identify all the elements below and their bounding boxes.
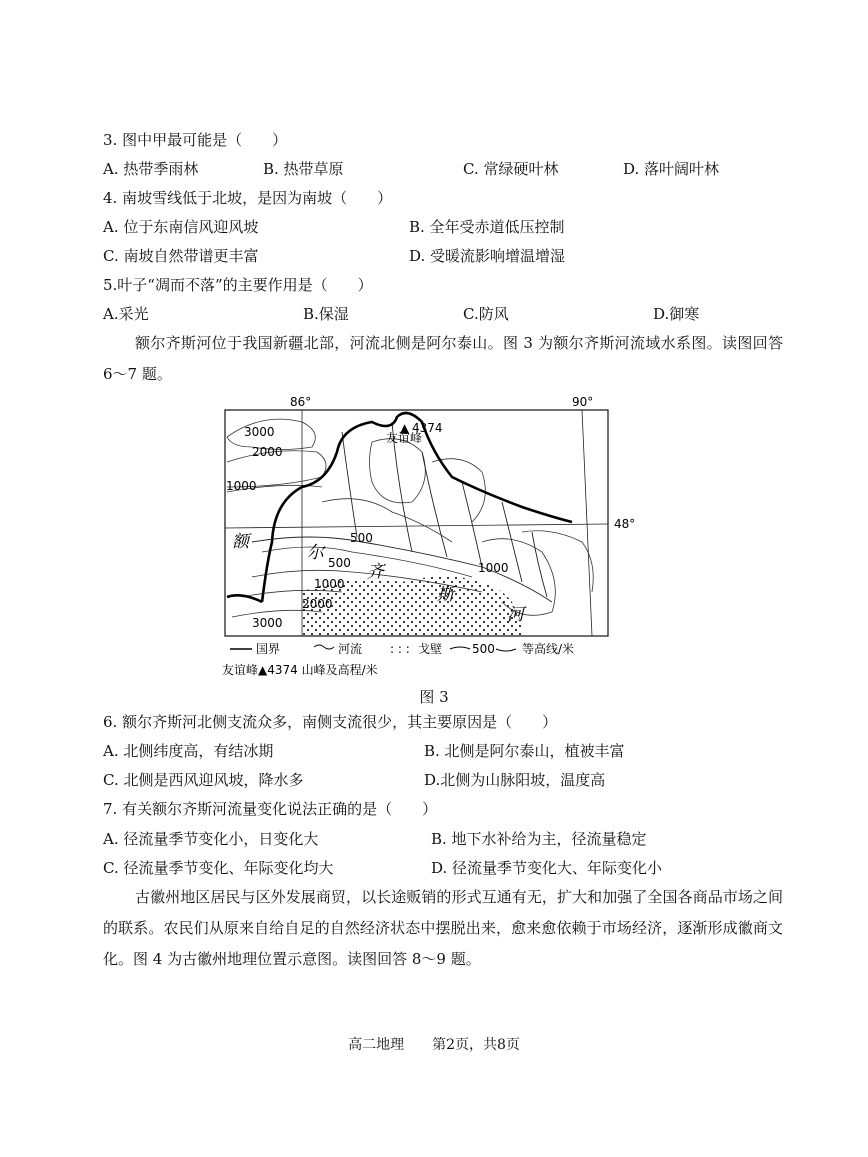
peak-name-label: 友谊峰 xyxy=(386,431,423,445)
page-footer: 高二地理 第2页，共8页 xyxy=(348,1037,520,1053)
q4-option-b: B. 全年受赤道低压控制 xyxy=(409,218,565,236)
q5-option-b: B.保湿 xyxy=(303,305,349,323)
meridian-90 xyxy=(582,410,592,636)
river-char: 斯 xyxy=(437,585,454,605)
contour-label: 2000 xyxy=(302,597,333,611)
contour-label: 1000 xyxy=(226,479,257,493)
river-basin-map xyxy=(222,392,642,688)
q4-stem: 4. 南坡雪线低于北坡，是因为南坡（ ） xyxy=(103,189,393,207)
legend-contour-symbol xyxy=(450,647,470,649)
peak-elev-label: 4374 xyxy=(412,421,443,435)
figure-caption: 图 3 xyxy=(419,688,449,706)
river-char: 尔 xyxy=(307,543,324,563)
q6-option-d: D.北侧为山脉阳坡，温度高 xyxy=(424,771,606,789)
q3-stem: 3. 图中甲最可能是（ ） xyxy=(103,131,288,149)
intro-6-7: 额尔齐斯河位于我国新疆北部，河流北侧是阿尔泰山。图 3 为额尔齐斯河流域水系图。读图回答 6～7 题。 xyxy=(103,334,783,383)
contour-label: 500 xyxy=(350,531,373,545)
contour-label: 1000 xyxy=(478,561,509,575)
lat-48-label: 48° xyxy=(614,517,636,531)
legend-river-symbol xyxy=(314,645,334,649)
peak-marker-icon: ▲ xyxy=(400,421,410,435)
contour-label: 3000 xyxy=(244,425,275,439)
contour-label: 3000 xyxy=(252,616,283,630)
q7-option-b: B. 地下水补给为主，径流量稳定 xyxy=(431,830,647,848)
contour-label: 2000 xyxy=(252,445,283,459)
legend-peak-label: 友谊峰▲4374 山峰及高程/米 xyxy=(222,663,378,677)
legend-gobi-symbol: : : : xyxy=(390,642,410,656)
river-char: 齐 xyxy=(367,562,384,582)
q4-option-a: A. 位于东南信风迎风坡 xyxy=(103,218,259,236)
intro-8-9: 古徽州地区居民与区外发展商贸，以长途贩销的形式互通有无，扩大和加强了全国各商品市场之间的联系。农民们从原来自给自足的自然经济状态中摆脱出来，愈来愈依赖于市场经济，逐渐形成徽商文化。图 4 为古徽州地理位置示意图。读图回答 8～9 题。 xyxy=(103,888,783,968)
q7-stem: 7. 有关额尔齐斯河流量变化说法正确的是（ ） xyxy=(103,800,438,818)
q7-option-c: C. 径流量季节变化、年际变化均大 xyxy=(103,859,334,877)
river-char: 额 xyxy=(232,532,249,552)
legend-contour-symbol xyxy=(496,649,516,651)
contour-label: 500 xyxy=(328,556,351,570)
legend-gobi-label: 戈壁 xyxy=(418,642,443,656)
legend-river-label: 河流 xyxy=(338,642,363,656)
q6-option-c: C. 北侧是西风迎风坡，降水多 xyxy=(103,771,304,789)
q5-option-c: C.防风 xyxy=(463,305,509,323)
legend-contour-label: 等高线/米 xyxy=(522,642,575,656)
contour-label: 1000 xyxy=(314,577,345,591)
parallel-48 xyxy=(225,524,608,528)
q3-option-b: B. 热带草原 xyxy=(263,160,344,178)
q5-stem: 5.叶子“凋而不落”的主要作用是（ ） xyxy=(103,276,373,294)
national-border-west xyxy=(227,595,262,602)
q6-option-a: A. 北侧纬度高，有结冰期 xyxy=(103,742,274,760)
legend-contour-value: 500 xyxy=(472,642,495,656)
q3-option-a: A. 热带季雨林 xyxy=(103,160,199,178)
lon-86-label: 86° xyxy=(290,395,312,409)
legend-border-label: 国界 xyxy=(256,642,281,656)
q6-option-b: B. 北侧是阿尔泰山，植被丰富 xyxy=(424,742,625,760)
lon-90-label: 90° xyxy=(572,395,594,409)
q4-option-d: D. 受暖流影响增温增湿 xyxy=(409,247,566,265)
q5-option-d: D.御寒 xyxy=(653,305,700,323)
q3-option-c: C. 常绿硬叶林 xyxy=(463,160,559,178)
q3-option-d: D. 落叶阔叶林 xyxy=(623,160,720,178)
q7-option-a: A. 径流量季节变化小，日变化大 xyxy=(103,830,319,848)
q6-stem: 6. 额尔齐斯河北侧支流众多，南侧支流很少，其主要原因是（ ） xyxy=(103,713,558,731)
q5-option-a: A.采光 xyxy=(103,305,149,323)
q7-option-d: D. 径流量季节变化大、年际变化小 xyxy=(431,859,663,877)
q4-option-c: C. 南坡自然带谱更丰富 xyxy=(103,247,259,265)
river-char: 河 xyxy=(507,605,524,625)
